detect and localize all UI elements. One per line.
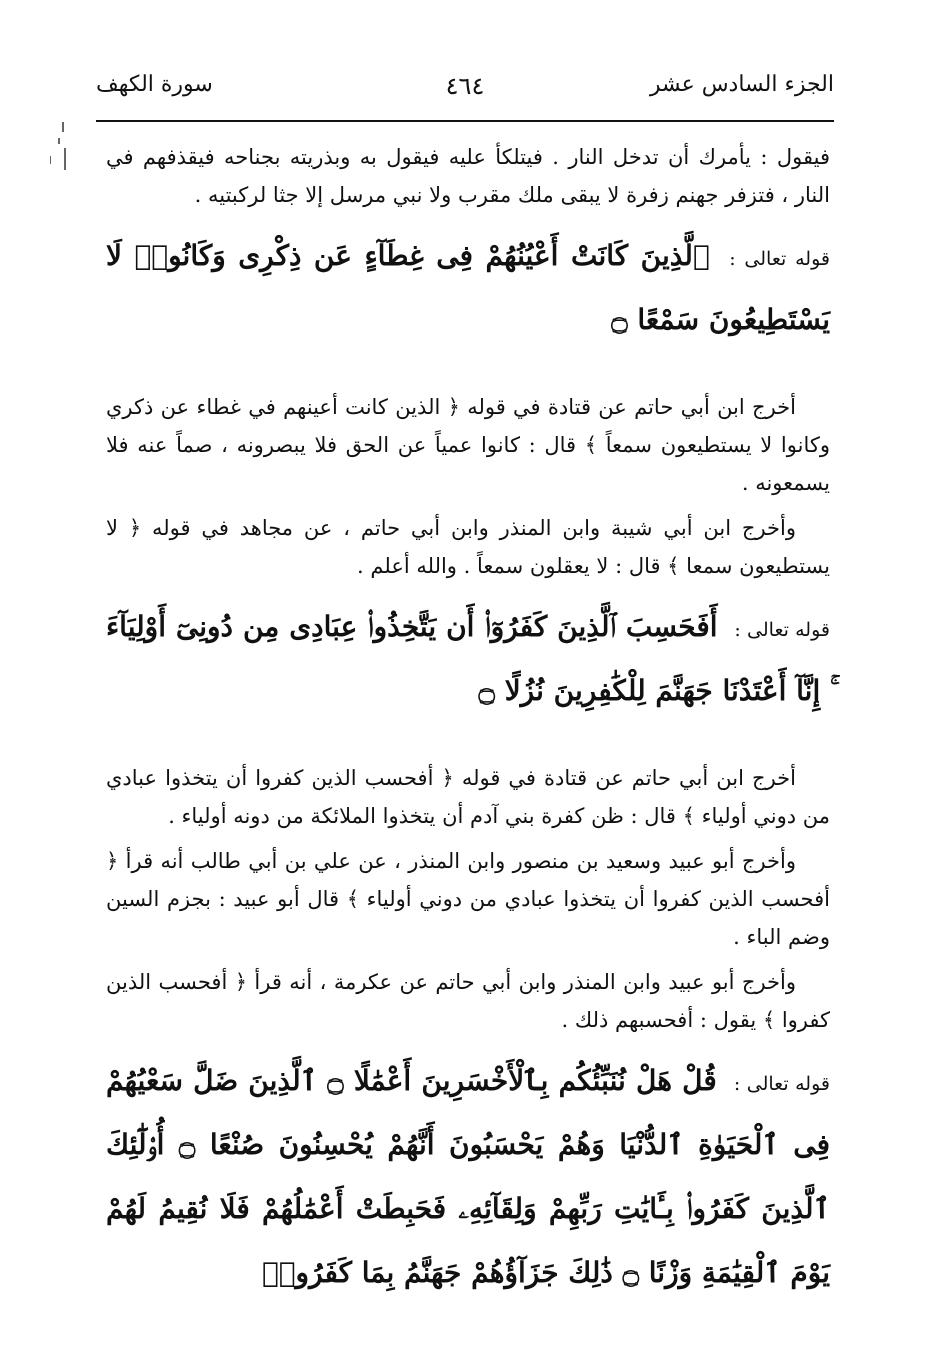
paragraph-continuation: فيقول : يأمرك أن تدخل النار . فيتلكأ عليه فيقول به وبذريته بجناحه فيقذفهم في النار ، فتزفر جهنم زفرة لا يبقى ملك مقرب ولا نبي مرسل إلا جثا لركبتيه . (106, 145, 830, 207)
juz-title: الجزء السادس عشر (649, 72, 834, 97)
verse-intro-label: قوله تعالى : (733, 1073, 830, 1095)
page-header (96, 72, 834, 106)
page-body (106, 138, 830, 1341)
verse-intro-label: قوله تعالى : (729, 248, 830, 270)
commentary-paragraph: وأخرج ابن أبي شيبة وابن المنذر وابن أبي حاتم ، عن مجاهد في قوله ﴿ لا يستطيعون سمعا ﴾ قال : لا يعقلون سمعاً . والله أعلم . (106, 516, 830, 578)
verse-block-3 (106, 1049, 830, 1305)
quran-verse: أَفَحَسِبَ ٱلَّذِينَ كَفَرُوٓا۟ أَن يَتَّخِذُوا۟ عِبَادِى مِن دُونِىٓ أَوْلِيَآءَ ۚ إِنَّآ أَعْتَدْنَا جَهَنَّمَ لِلْكَٰفِرِينَ نُزُلًا ۝ (106, 610, 830, 707)
commentary-paragraph: وأخرج أبو عبيد وسعيد بن منصور وابن المنذر ، عن علي بن أبي طالب أنه قرأ ﴿ أفحسب الذين كفروا أن يتخذوا عبادي من دوني أولياء ﴾ قال أبو عبيد : بجزم السين وضم الباء . (106, 849, 830, 949)
quran-verse: ٱلَّذِينَ كَانَتْ أَعْيُنُهُمْ فِى غِطَآءٍ عَن ذِكْرِى وَكَانُوا۟ لَا يَسْتَطِيعُونَ سَمْعًا ۝ (106, 239, 830, 336)
verse-block-2 (106, 595, 830, 723)
commentary-paragraph: وأخرج أبو عبيد وابن المنذر وابن أبي حاتم عن عكرمة ، أنه قرأ ﴿ أفحسب الذين كفروا ﴾ يقول : أفحسبهم ذلك . (106, 970, 830, 1032)
quran-verse: قُلْ هَلْ نُنَبِّئُكُم بِٱلْأَخْسَرِينَ أَعْمَٰلًا ۝ ٱلَّذِينَ ضَلَّ سَعْيُهُمْ فِى ٱلْحَيَوٰةِ ٱلدُّنْيَا وَهُمْ يَحْسَبُونَ أَنَّهُمْ يُحْسِنُونَ صُنْعًا ۝ أُو۟لَٰٓئِكَ ٱلَّذِينَ كَفَرُوا۟ بِـَٔايَٰتِ رَبِّهِمْ وَلِقَآئِهِۦ فَحَبِطَتْ أَعْمَٰلُهُمْ فَلَا نُقِيمُ لَهُمْ يَوْمَ ٱلْقِيَٰمَةِ وَزْنًا ۝ ذَٰلِكَ جَزَآؤُهُمْ جَهَنَّمُ بِمَا كَفَرُوا۟ (106, 1064, 830, 1289)
verse-block-1 (106, 224, 830, 352)
commentary-paragraph: أخرج ابن أبي حاتم عن قتادة في قوله ﴿ الذين كانت أعينهم في غطاء عن ذكري وكانوا لا يستطيعون سمعاً ﴾ قال : كانوا عمياً عن الحق فلا يبصرونه ، صماً عنه فلا يسمعونه . (106, 395, 830, 495)
header-rule (96, 120, 834, 122)
surah-title: سورة الكهف (96, 72, 213, 97)
page-number: ٤٦٤ (445, 72, 485, 100)
verse-intro-label: قوله تعالى : (734, 619, 830, 641)
commentary-paragraph: أخرج ابن أبي حاتم عن قتادة في قوله ﴿ أفحسب الذين كفروا أن يتخذوا عبادي من دوني أولياء ﴾ قال : ظن كفرة بني آدم أن يتخذوا الملائكة من دونه أولياء . (106, 766, 830, 828)
margin-scribble-marks (40, 120, 70, 190)
